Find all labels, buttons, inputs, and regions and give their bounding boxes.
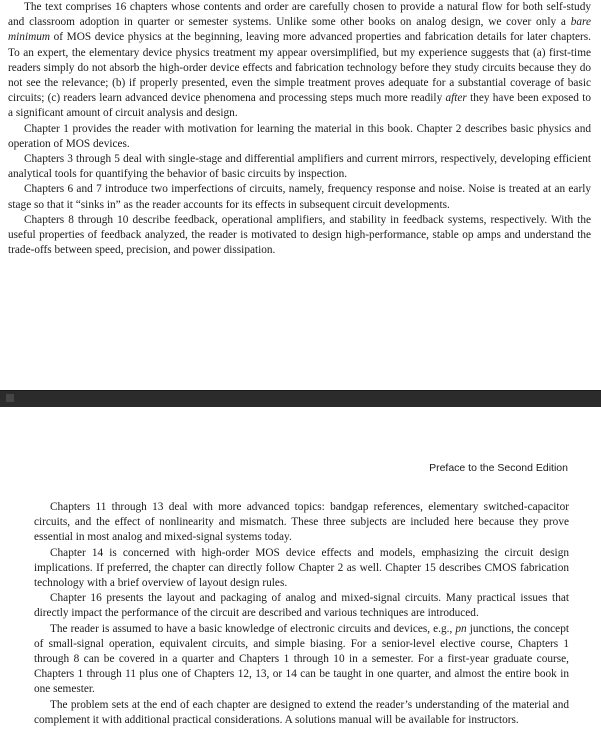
paragraph-prerequisites: The reader is assumed to have a basic knowledge of electronic circuits and devices, e.g., pn junctions, the concept of small-signal operation, equivalent circuits, and simple biasing. For a senior-level elective course, Chapters 1 through 8 can be covered in a quarter and Chapters 1 through 10 in a semester. For a first-year graduate course, Chapters 1 through 11 plus one of Chapters 12, 13, or 14 can be taught in one quarter, and almost the entire book in one semester.: [34, 622, 569, 696]
emphasis-pn: pn: [455, 622, 467, 635]
page-body-text-lower: [34, 500, 569, 728]
paragraph-chapter-16: Chapter 16 presents the layout and packaging of analog and mixed-signal circuits. Many practical issues that directly impact the performance of the circuit are described and various techniques are introduced.: [34, 592, 569, 620]
toolbar-handle-icon: [6, 394, 14, 402]
paragraph-chapters-14-15: Chapter 14 is concerned with high-order MOS device effects and models, emphasizing the circuit design implications. If preferred, the chapter can directly follow Chapter 2 as well. Chapter 15 describes CMOS fabrication technology with a brief overview of layout design rules.: [34, 546, 569, 590]
paragraph-problem-sets: The problem sets at the end of each chapter are designed to extend the reader’s understanding of the material and complement it with additional practical considerations. A solutions manual will be available for instructors.: [34, 698, 569, 726]
paragraph-chapters-6-7: Chapters 6 and 7 introduce two imperfections of circuits, namely, frequency response and noise. Noise is treated at an early stage so that it “sinks in” as the reader accounts for its effects in subsequent circuit developments.: [8, 183, 591, 211]
paragraph-chapters-8-10: Chapters 8 through 10 describe feedback, operational amplifiers, and stability in feedback systems, respectively. With the useful properties of feedback analyzed, the reader is motivated to design high-performance, stable op amps and understand the trade-offs between speed, precision, and power dissipation.: [8, 213, 591, 257]
page-separator-bar: [0, 390, 601, 408]
running-head: Preface to the Second Edition: [429, 462, 568, 474]
page-body-text: [8, 0, 591, 258]
emphasis-bare-minimum: bare minimum: [8, 16, 591, 44]
paragraph-chapters-11-13: Chapters 11 through 13 deal with more advanced topics: bandgap references, elementary switched-capacitor circuits, and the effect of nonlinearity and mismatch. These three subjects are included here because they prove essential in most analog and mixed-signal systems today.: [34, 501, 569, 544]
emphasis-after: after: [445, 92, 467, 105]
paragraph-chapters-3-5: Chapters 3 through 5 deal with single-stage and differential amplifiers and current mirrors, respectively, developing efficient analytical tools for quantifying the behavior of basic circuits by inspection.: [8, 153, 591, 181]
paragraph-chapters-1-2: Chapter 1 provides the reader with motivation for learning the material in this book. Chapter 2 describes basic physics and operation of MOS devices.: [8, 122, 591, 150]
document-page-lower: [0, 407, 601, 749]
paragraph-chapter-overview: The text comprises 16 chapters whose contents and order are carefully chosen to provide a natural flow for both self-study and classroom adoption in quarter or semester systems. Unlike some other books on analog design, we cover only a bare minimum of MOS device physics at the beginning, leaving more advanced properties and fabrication details for later chapters. To an expert, the elementary device physics treatment my appear oversimplified, but my experience suggests that (a) first-time readers simply do not absorb the high-order device effects and fabrication technology before they study circuits because they do not see the relevance; (b) if properly presented, even the simple treatment proves adequate for a substantial coverage of basic circuits; (c) readers learn advanced device phenomena and processing steps much more readily after they have been exposed to a significant amount of circuit analysis and design.: [8, 1, 591, 120]
